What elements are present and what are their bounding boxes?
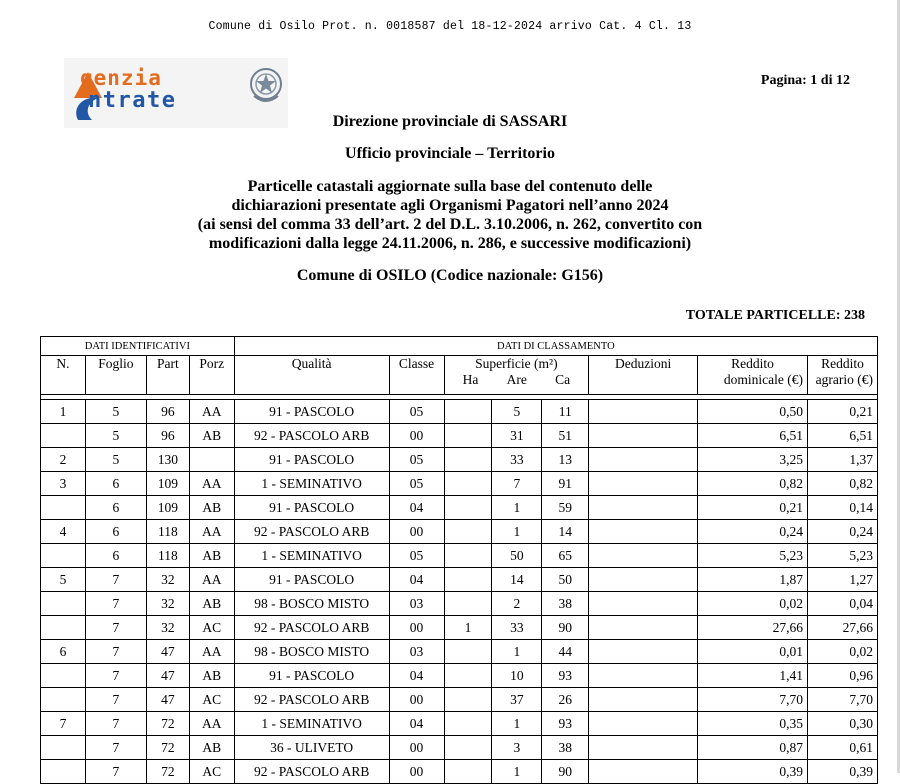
cell-ha: 1 [444, 616, 492, 640]
cell-agr: 0,39 [807, 760, 877, 784]
cell-dom: 0,01 [698, 640, 808, 664]
table-row [41, 592, 878, 616]
cell-foglio: 7 [85, 712, 146, 736]
table-row [41, 472, 878, 496]
cell-porz: AB [189, 592, 234, 616]
cell-classe: 05 [389, 472, 444, 496]
cell-dom: 1,41 [698, 664, 808, 688]
cell-are: 1 [492, 712, 542, 736]
cell-part: 47 [146, 664, 189, 688]
cell-qualita: 92 - PASCOLO ARB [234, 520, 389, 544]
cell-foglio: 6 [85, 496, 146, 520]
cell-n: 3 [41, 472, 86, 496]
cell-are: 1 [492, 496, 542, 520]
cell-deduzioni [589, 448, 698, 472]
cell-ca: 90 [542, 760, 589, 784]
cell-dom: 1,87 [698, 568, 808, 592]
cell-porz: AA [189, 712, 234, 736]
cell-ca: 51 [542, 424, 589, 448]
cell-ha [444, 568, 492, 592]
cell-ha [444, 400, 492, 424]
cell-are: 1 [492, 520, 542, 544]
section-dati-classamento: DATI DI CLASSAMENTO [234, 337, 877, 356]
cell-part: 72 [146, 736, 189, 760]
cell-deduzioni [589, 544, 698, 568]
cell-agr: 0,04 [807, 592, 877, 616]
col-header-superficie [444, 356, 589, 395]
cell-ha [444, 472, 492, 496]
superficie-subheaders [449, 372, 585, 388]
cell-n: 5 [41, 568, 86, 592]
cell-agr: 27,66 [807, 616, 877, 640]
cell-dom: 0,87 [698, 736, 808, 760]
cell-ca: 38 [542, 592, 589, 616]
cell-ca: 38 [542, 736, 589, 760]
cell-qualita: 92 - PASCOLO ARB [234, 688, 389, 712]
cell-are: 3 [492, 736, 542, 760]
cell-qualita: 92 - PASCOLO ARB [234, 424, 389, 448]
cell-are: 7 [492, 472, 542, 496]
cell-ha [444, 712, 492, 736]
cell-ca: 26 [542, 688, 589, 712]
cell-agr: 0,02 [807, 640, 877, 664]
cell-ca: 13 [542, 448, 589, 472]
cell-agr: 7,70 [807, 688, 877, 712]
cell-n: 6 [41, 640, 86, 664]
cell-foglio: 5 [85, 424, 146, 448]
cell-deduzioni [589, 496, 698, 520]
cell-qualita: 98 - BOSCO MISTO [234, 640, 389, 664]
cell-classe: 03 [389, 640, 444, 664]
cell-classe: 04 [389, 712, 444, 736]
col-header-deduzioni: Deduzioni [589, 356, 698, 395]
col-header-n: N. [41, 356, 86, 395]
cell-n [41, 760, 86, 784]
cell-part: 130 [146, 448, 189, 472]
cell-foglio: 6 [85, 544, 146, 568]
cell-n [41, 592, 86, 616]
cell-part: 47 [146, 688, 189, 712]
cell-qualita: 91 - PASCOLO [234, 496, 389, 520]
cell-porz: AA [189, 400, 234, 424]
cell-foglio: 7 [85, 736, 146, 760]
cell-qualita: 92 - PASCOLO ARB [234, 760, 389, 784]
cell-dom: 27,66 [698, 616, 808, 640]
cell-porz: AA [189, 568, 234, 592]
cell-dom: 6,51 [698, 424, 808, 448]
table-row [41, 424, 878, 448]
cell-classe: 05 [389, 400, 444, 424]
col-header-are: Are [506, 372, 527, 387]
cell-n [41, 664, 86, 688]
cell-dom: 5,23 [698, 544, 808, 568]
cell-n [41, 544, 86, 568]
cell-part: 109 [146, 496, 189, 520]
cell-foglio: 7 [85, 640, 146, 664]
cell-ha [444, 544, 492, 568]
cell-n: 2 [41, 448, 86, 472]
col-header-reddito-agrario [807, 356, 877, 395]
cell-part: 72 [146, 760, 189, 784]
cell-part: 32 [146, 592, 189, 616]
protocol-stamp: Comune di Osilo Prot. n. 0018587 del 18-12-2024 arrivo Cat. 4 Cl. 13 [208, 20, 692, 33]
cell-dom: 0,39 [698, 760, 808, 784]
cell-deduzioni [589, 664, 698, 688]
cell-ha [444, 640, 492, 664]
cell-are: 37 [492, 688, 542, 712]
cell-ha [444, 520, 492, 544]
cell-classe: 00 [389, 424, 444, 448]
cell-porz: AB [189, 496, 234, 520]
cell-agr: 1,27 [807, 568, 877, 592]
cell-part: 96 [146, 424, 189, 448]
cell-are: 10 [492, 664, 542, 688]
cell-classe: 00 [389, 688, 444, 712]
col-header-reddito-dominicale [698, 356, 808, 395]
cell-qualita: 91 - PASCOLO [234, 568, 389, 592]
cell-deduzioni [589, 520, 698, 544]
cell-ha [444, 424, 492, 448]
reddito-agr-line1: Reddito [821, 356, 864, 371]
cell-qualita: 92 - PASCOLO ARB [234, 616, 389, 640]
cell-dom: 0,02 [698, 592, 808, 616]
cell-agr: 6,51 [807, 424, 877, 448]
table-row [41, 616, 878, 640]
cell-part: 118 [146, 520, 189, 544]
table-row [41, 688, 878, 712]
cell-ca: 44 [542, 640, 589, 664]
cell-ca: 50 [542, 568, 589, 592]
cell-dom: 0,82 [698, 472, 808, 496]
table-row [41, 448, 878, 472]
cell-porz [189, 448, 234, 472]
cell-foglio: 7 [85, 616, 146, 640]
cell-dom: 0,50 [698, 400, 808, 424]
superficie-label: Superficie (m²) [475, 356, 558, 371]
cell-agr: 0,14 [807, 496, 877, 520]
cell-qualita: 91 - PASCOLO [234, 664, 389, 688]
cell-ca: 93 [542, 712, 589, 736]
cell-porz: AC [189, 760, 234, 784]
cell-part: 47 [146, 640, 189, 664]
table-row [41, 520, 878, 544]
ufficio-heading: Ufficio provinciale – Territorio [345, 145, 555, 162]
reddito-dom-line1: Reddito [731, 356, 774, 371]
col-header-ca: Ca [555, 372, 571, 387]
cell-classe: 05 [389, 544, 444, 568]
cell-foglio: 7 [85, 760, 146, 784]
title-line: (ai sensi del comma 33 dell’art. 2 del D.L. 3.10.2006, n. 262, convertito con [197, 216, 703, 233]
cell-ha [444, 688, 492, 712]
totale-particelle: TOTALE PARTICELLE: 238 [685, 308, 865, 323]
cell-ca: 93 [542, 664, 589, 688]
cell-ha [444, 448, 492, 472]
cell-ca: 90 [542, 616, 589, 640]
cell-are: 14 [492, 568, 542, 592]
cell-foglio: 7 [85, 664, 146, 688]
cell-foglio: 5 [85, 400, 146, 424]
cell-classe: 00 [389, 736, 444, 760]
cell-foglio: 7 [85, 568, 146, 592]
cell-are: 33 [492, 448, 542, 472]
cell-deduzioni [589, 400, 698, 424]
cell-qualita: 91 - PASCOLO [234, 448, 389, 472]
cell-n [41, 736, 86, 760]
cell-ca: 11 [542, 400, 589, 424]
cell-agr: 0,30 [807, 712, 877, 736]
reddito-agr-line2: agrario (€) [815, 372, 873, 387]
col-header-part: Part [146, 356, 189, 395]
cell-dom: 3,25 [698, 448, 808, 472]
cell-porz: AC [189, 688, 234, 712]
cell-n [41, 496, 86, 520]
cell-foglio: 6 [85, 520, 146, 544]
reddito-dom-line2: dominicale (€) [723, 372, 803, 387]
table-row [41, 496, 878, 520]
cell-ha [444, 496, 492, 520]
logo-word-entrate: ntrate [88, 88, 177, 113]
cell-agr: 0,82 [807, 472, 877, 496]
table-row [41, 640, 878, 664]
col-header-porz: Porz [189, 356, 234, 395]
cell-n [41, 688, 86, 712]
cell-deduzioni [589, 688, 698, 712]
table-row [41, 400, 878, 424]
table-row [41, 664, 878, 688]
cell-n: 4 [41, 520, 86, 544]
cell-qualita: 1 - SEMINATIVO [234, 472, 389, 496]
cell-deduzioni [589, 736, 698, 760]
cell-classe: 04 [389, 664, 444, 688]
cell-classe: 00 [389, 616, 444, 640]
cell-agr: 5,23 [807, 544, 877, 568]
cell-porz: AB [189, 424, 234, 448]
cell-qualita: 98 - BOSCO MISTO [234, 592, 389, 616]
document-title [0, 177, 900, 253]
cell-are: 33 [492, 616, 542, 640]
cell-agr: 0,96 [807, 664, 877, 688]
direzione-heading: Direzione provinciale di SASSARI [332, 113, 568, 130]
cell-ca: 59 [542, 496, 589, 520]
cell-n: 1 [41, 400, 86, 424]
cell-part: 32 [146, 616, 189, 640]
cell-foglio: 5 [85, 448, 146, 472]
cell-qualita: 1 - SEMINATIVO [234, 544, 389, 568]
cell-n [41, 616, 86, 640]
col-header-foglio: Foglio [85, 356, 146, 395]
cell-ha [444, 736, 492, 760]
repubblica-emblem-icon [248, 62, 284, 110]
cell-agr: 0,21 [807, 400, 877, 424]
cell-ca: 14 [542, 520, 589, 544]
cell-deduzioni [589, 592, 698, 616]
cell-porz: AA [189, 472, 234, 496]
cell-porz: AA [189, 640, 234, 664]
cell-classe: 05 [389, 448, 444, 472]
col-header-qualita: Qualità [234, 356, 389, 395]
cell-part: 109 [146, 472, 189, 496]
cell-deduzioni [589, 472, 698, 496]
cell-deduzioni [589, 568, 698, 592]
cell-classe: 00 [389, 760, 444, 784]
cell-dom: 0,21 [698, 496, 808, 520]
cell-part: 32 [146, 568, 189, 592]
table-row [41, 568, 878, 592]
cell-part: 118 [146, 544, 189, 568]
cell-deduzioni [589, 424, 698, 448]
comune-heading: Comune di OSILO (Codice nazionale: G156) [296, 267, 604, 284]
cell-n [41, 424, 86, 448]
cell-agr: 0,24 [807, 520, 877, 544]
cell-classe: 04 [389, 496, 444, 520]
col-header-classe: Classe [389, 356, 444, 395]
section-dati-identificativi: DATI IDENTIFICATIVI [41, 337, 235, 356]
particelle-table [40, 336, 878, 784]
particelle-rows [41, 400, 878, 784]
cell-are: 50 [492, 544, 542, 568]
cell-ca: 91 [542, 472, 589, 496]
title-line: modificazioni dalla legge 24.11.2006, n. 286, e successive modificazioni) [208, 235, 692, 252]
cell-are: 1 [492, 760, 542, 784]
cell-deduzioni [589, 616, 698, 640]
cell-ha [444, 664, 492, 688]
title-line: Particelle catastali aggiornate sulla base del contenuto delle [247, 178, 653, 195]
cell-are: 1 [492, 640, 542, 664]
page-number: Pagina: 1 di 12 [760, 73, 850, 88]
col-header-ha: Ha [462, 372, 479, 387]
cell-dom: 0,35 [698, 712, 808, 736]
cell-n: 7 [41, 712, 86, 736]
cell-deduzioni [589, 760, 698, 784]
cell-qualita: 36 - ULIVETO [234, 736, 389, 760]
cell-porz: AB [189, 544, 234, 568]
cell-part: 96 [146, 400, 189, 424]
cell-dom: 7,70 [698, 688, 808, 712]
cell-porz: AC [189, 616, 234, 640]
table-row [41, 760, 878, 784]
cell-are: 2 [492, 592, 542, 616]
cell-classe: 03 [389, 592, 444, 616]
cell-porz: AA [189, 520, 234, 544]
cell-deduzioni [589, 712, 698, 736]
cell-part: 72 [146, 712, 189, 736]
cell-deduzioni [589, 640, 698, 664]
cell-classe: 00 [389, 520, 444, 544]
logo-word-agenzia: genzia [80, 66, 162, 90]
cell-ha [444, 760, 492, 784]
cell-ca: 65 [542, 544, 589, 568]
cell-porz: AB [189, 736, 234, 760]
cell-foglio: 7 [85, 688, 146, 712]
cell-foglio: 7 [85, 592, 146, 616]
title-line: dichiarazioni presentate agli Organismi Pagatori nell’anno 2024 [231, 197, 669, 214]
cell-porz: AB [189, 664, 234, 688]
table-row [41, 712, 878, 736]
table-row [41, 736, 878, 760]
cell-foglio: 6 [85, 472, 146, 496]
cell-agr: 1,37 [807, 448, 877, 472]
cell-are: 31 [492, 424, 542, 448]
cell-are: 5 [492, 400, 542, 424]
cell-agr: 0,61 [807, 736, 877, 760]
cell-dom: 0,24 [698, 520, 808, 544]
table-row [41, 544, 878, 568]
cell-qualita: 91 - PASCOLO [234, 400, 389, 424]
cell-classe: 04 [389, 568, 444, 592]
cell-qualita: 1 - SEMINATIVO [234, 712, 389, 736]
cell-ha [444, 592, 492, 616]
